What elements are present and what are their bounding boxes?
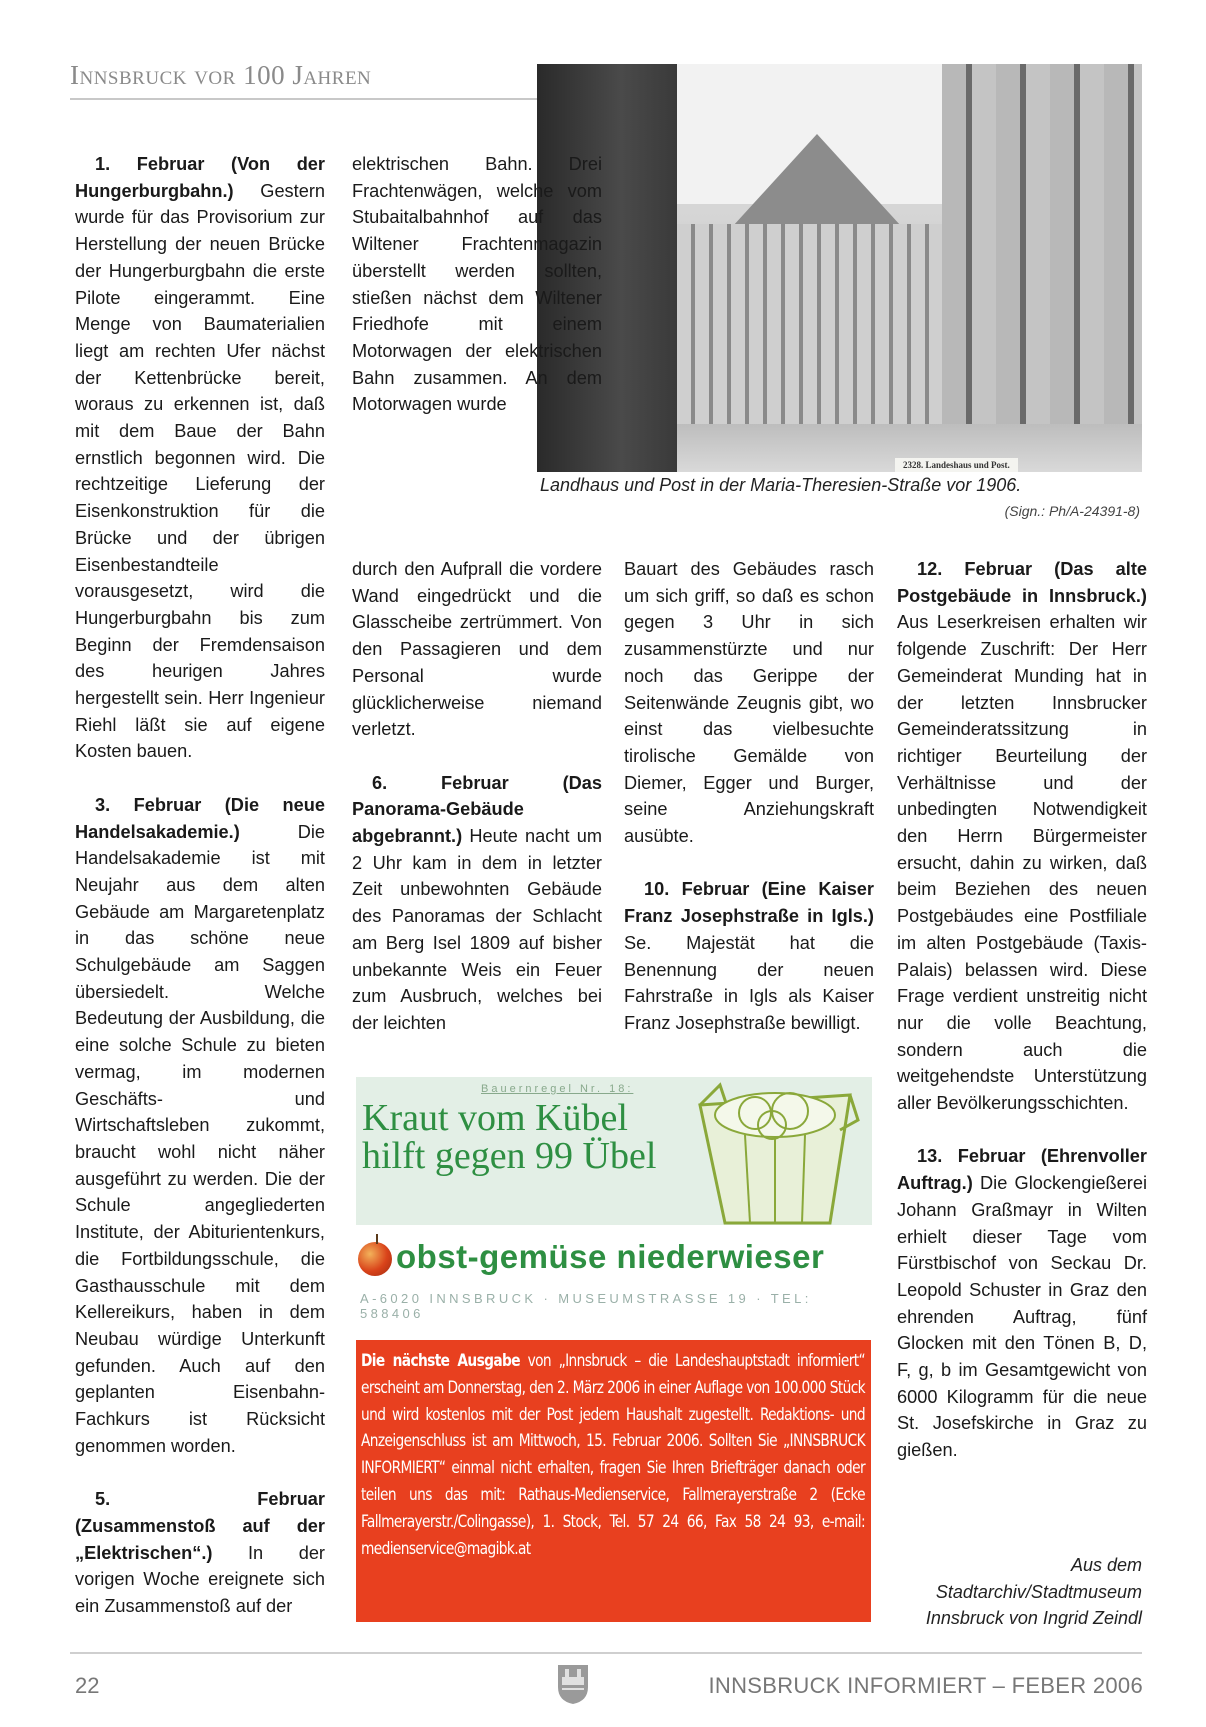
- photo-signature: (Sign.: Ph/A-24391-8): [1004, 503, 1140, 519]
- footer-divider: [70, 1652, 1142, 1654]
- article-feb-12: [897, 556, 1147, 1117]
- article-feb-5-continued: elektrischen Bahn. Drei Frachtenwägen, welche vom Stubaitalbahnhof auf das Wiltener Frachtenmagazin überstellt werden sollten, stießen nächst dem Wiltener Friedhofe mit einem Motorwagen der elektrischen Bahn zusammen. An dem Motorwagen wurde: [352, 154, 602, 415]
- apple-icon: [358, 1242, 392, 1276]
- ad-slogan: Kraut vom Kübel hilft gegen 99 Übel: [362, 1097, 657, 1177]
- notice-lead: Die nächste Ausgabe: [361, 1351, 520, 1371]
- notice-text: von „Innsbruck – die Landeshauptstadt informiert“ erscheint am Donnerstag, den 2. März 2006 in einer Auflage von 100.000 Stück und wird kostenlos mit der Post jedem Haushalt zugestellt. Redaktions- und Anzeigenschluss ist am Mittwoch, 15. Februar 2006. Sollten Sie „INNSBRUCK INFORMIERT“ einmal nicht erhalten, fragen Sie Ihren Briefträger danach oder teilen uns das mit: Rathaus-Medienservice, Fallmerayerstraße 2 (Ecke Fallmerayerstr./Colingasse), 1. Stock, Tel. 57 24 66, Fax 58 24 93, e-mail: medienservice@magibk.at: [361, 1351, 865, 1559]
- historic-photo: [537, 64, 1142, 472]
- section-title: Innsbruck vor 100 Jahren: [70, 60, 372, 90]
- article-feb-6: [352, 770, 602, 1037]
- next-issue-notice: [356, 1340, 871, 1622]
- article-body: Die Handelsakademie ist mit Neujahr aus dem alten Gebäude am Margaretenplatz in das schöne neue Schulgebäude am Saggen übersiedelt. Welche Bedeutung der Ausbildung, die eine solche Schule zu bieten vermag, im modernen Geschäfts- und Wirtschaftsleben zukommt, braucht wohl nicht näher ausgeführt zu werden. Die der Schule angegliederten Institute, der Abiturientenkurs, die Fortbildungsschule, die Gasthausschule mit dem Kellereikurs, haben in dem Neubau würdige Unterkunft gefunden. Auch auf den geplanten Eisenbahn-Fachkurs ist Rücksicht genommen worden.: [75, 821, 325, 1456]
- ad-address: A-6020 INNSBRUCK · MUSEUMSTRASSE 19 · TEL: 588406: [360, 1291, 812, 1321]
- photo-plate-label: 2328. Landeshaus und Post.: [895, 458, 1018, 472]
- article-feb-3: [75, 792, 325, 1460]
- article-body: Gestern wurde für das Provisorium zur Herstellung der neuen Brücke der Hungerburgbahn die erste Pilote eingerammt. Eine Menge von Baumaterialien liegt am rechten Ufer nächst der Kettenbrücke bereit, woraus zu erkennen ist, daß mit dem Baue der Bahn ernstlich begonnen wird. Die rechtzeitige Lieferung der Eisenkonstruktion für die Brücke und der übrigen Eisenbestandteile vorausgesetzt, wird die Hungerburgbahn bis zum Beginn der Fremdensaison des heurigen Jahres hergestellt sein. Herr Ingenieur Riehl läßt sie auf eigene Kosten bauen.: [75, 180, 325, 762]
- article-body: Aus Leserkreisen erhalten wir folgende Zuschrift: Der Herr Gemeinderat Munding hat in der letzten Innsbrucker Gemeinderatssitzung in richtiger Beurteilung der Verhältnisse und der unbedingten Notwendigkeit den Herrn Bürgermeister ersucht, dahin zu wirken, daß beim Beziehen des neuen Postgebäudes eine Postfiliale im alten Postgebäude (Taxis-Palais) belassen wird. Diese Frage verdient unstreitig nicht nur die volle Beachtung, sondern auch die weitgehendste Unterstützung aller Bevölkerungsschichten.: [897, 612, 1147, 1114]
- magazine-title: INNSBRUCK INFORMIERT – FEBER 2006: [708, 1673, 1143, 1698]
- ad-rule-label: Bauernregel Nr. 18:: [481, 1083, 634, 1095]
- ad-brand-name: obst-gemüse niederwieser: [396, 1238, 825, 1275]
- page-number: 22: [75, 1673, 100, 1698]
- column-3: [624, 556, 874, 1063]
- article-heading: 3. Februar (Die neue Handelsakademie.): [75, 794, 325, 842]
- archive-credit: Aus dem Stadtarchiv/Stadtmuseum Innsbruck von Ingrid Zeindl: [925, 1555, 1142, 1629]
- ad-brand: [356, 1240, 876, 1280]
- article-body: Die Glockengießerei Johann Graßmayr in Wilten erhielt dieser Tage vom Fürstbischof von Seckau Dr. Leopold Schuster in Graz den ehrenden Auftrag, fünf Glocken mit den Tönen B, D, F, g, b im Gesamtgewicht von 6000 Kilogramm für die neue St. Josefskirche in Graz zu gießen.: [897, 1173, 1147, 1461]
- cabbage-bucket-icon: [690, 1075, 860, 1225]
- article-heading: 5. Februar (Zusammenstoß auf der „Elektrischen“.): [75, 1489, 325, 1563]
- article-heading: 13. Februar (Ehrenvoller Auftrag.): [897, 1146, 1147, 1194]
- article-body: Se. Majestät hat die Benennung der neuen Fahrstraße in Igls als Kaiser Franz Josephstraße bewilligt.: [624, 932, 874, 1033]
- article-feb-5: [75, 1486, 325, 1620]
- article-heading: 10. Februar (Eine Kaiser Franz Josephstraße in Igls.): [624, 879, 874, 927]
- column-4: [897, 556, 1147, 1491]
- article-feb-13: [897, 1143, 1147, 1463]
- article-feb-5-end: durch den Aufprall die vordere Wand eingedrückt und die Glasscheibe zertrümmert. Von den Passagieren und dem Personal wurde glücklicherweise niemand verletzt.: [352, 559, 602, 740]
- column-1: [75, 151, 325, 1646]
- article-feb-6-continued: Bauart des Gebäudes rasch um sich griff, so daß es schon gegen 3 Uhr in sich zusammenstürzte und nur noch das Gerippe der Seitenwände Zeugnis gibt, wo einst das vielbesuchte tirolische Gemälde von Diemer, Egger und Burger, seine Anziehungskraft ausübte.: [624, 559, 874, 847]
- article-body: Heute nacht um 2 Uhr kam in dem in letzter Zeit unbewohnten Gebäude des Panoramas der Schlacht am Berg Isel 1809 auf bisher unbekannte Weis ein Feuer zum Ausbruch, welches bei der leichten: [352, 826, 602, 1033]
- column-2-upper: [352, 151, 602, 445]
- article-feb-10: [624, 876, 874, 1036]
- article-heading: 12. Februar (Das alte Postgebäude in Innsbruck.): [897, 559, 1147, 606]
- article-feb-1: [75, 151, 325, 765]
- city-crest-icon: [556, 1663, 590, 1705]
- column-2-lower: [352, 556, 602, 1063]
- article-body: In der vorigen Woche ereignete sich ein Zusammenstoß auf der: [75, 1542, 325, 1616]
- article-heading: 1. Februar (Von der Hungerburgbahn.): [75, 154, 325, 201]
- article-heading: 6. Februar (Das Panorama-Gebäude abgebrannt.): [352, 772, 602, 847]
- section-divider: [70, 98, 538, 100]
- photo-caption: Landhaus und Post in der Maria-Theresien-Straße vor 1906.: [540, 475, 1022, 495]
